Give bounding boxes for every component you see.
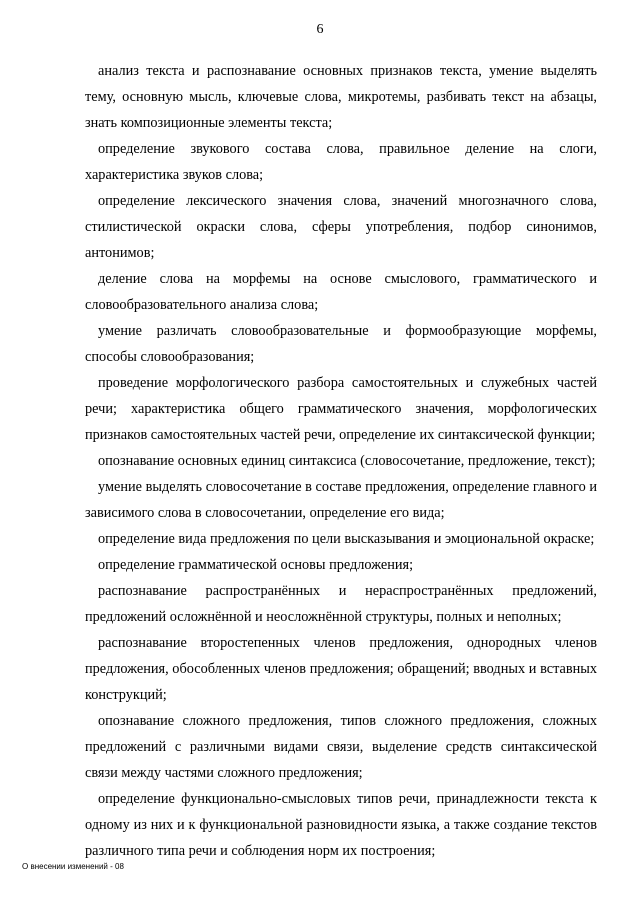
paragraph-complex-sentence: опознавание сложного предложения, типов сложного предложения, сложных предложений с различными видами связи, выделение средств синтаксической связи между частями сложного предложения;: [85, 713, 597, 781]
page-number: 6: [316, 22, 324, 37]
paragraph-text-analysis: анализ текста и распознавание основных признаков текста, умение выделять тему, основную мысль, ключевые слова, микротемы, разбивать текст на абзацы, знать композиционные элементы текста;: [85, 63, 597, 131]
paragraph-speech-types: определение функционально-смысловых типов речи, принадлежности текста к одному из них и к функциональной разновидности языка, а также создание текстов различного типа речи и соблюдения норм их построения;: [85, 791, 597, 859]
paragraph-morpheme-types: умение различать словообразовательные и формообразующие морфемы, способы словообразования;: [85, 323, 597, 365]
paragraph-phrase-identification: умение выделять словосочетание в составе предложения, определение главного и зависимого слова в словосочетании, определение его вида;: [85, 479, 597, 521]
footer-note: О внесении изменений - 08: [22, 862, 124, 871]
paragraph-sentence-type: определение вида предложения по цели высказывания и эмоциональной окраске;: [98, 531, 595, 547]
paragraph-extended-sentences: распознавание распространённых и нераспространённых предложений, предложений осложнённой и неосложнённой структуры, полных и неполных;: [85, 583, 597, 625]
paragraph-syntax-units: опознавание основных единиц синтаксиса (словосочетание, предложение, текст);: [98, 453, 596, 469]
document-body: [85, 58, 597, 864]
paragraph-morpheme-division: деление слова на морфемы на основе смыслового, грамматического и словообразовательного анализа слова;: [85, 271, 597, 313]
paragraph-grammatical-basis: определение грамматической основы предложения;: [98, 557, 414, 573]
paragraph-lexical-meaning: определение лексического значения слова, значений многозначного слова, стилистической окраски слова, сферы употребления, подбор синонимов, антонимов;: [85, 193, 597, 261]
paragraph-secondary-members: распознавание второстепенных членов предложения, однородных членов предложения, обособленных членов предложения; обращений; вводных и вставных конструкций;: [85, 635, 597, 703]
paragraph-sound-composition: определение звукового состава слова, правильное деление на слоги, характеристика звуков слова;: [85, 141, 597, 183]
paragraph-morphological-analysis: проведение морфологического разбора самостоятельных и служебных частей речи; характеристика общего грамматического значения, морфологических признаков самостоятельных частей речи, определение их синтаксической функции;: [85, 375, 597, 443]
